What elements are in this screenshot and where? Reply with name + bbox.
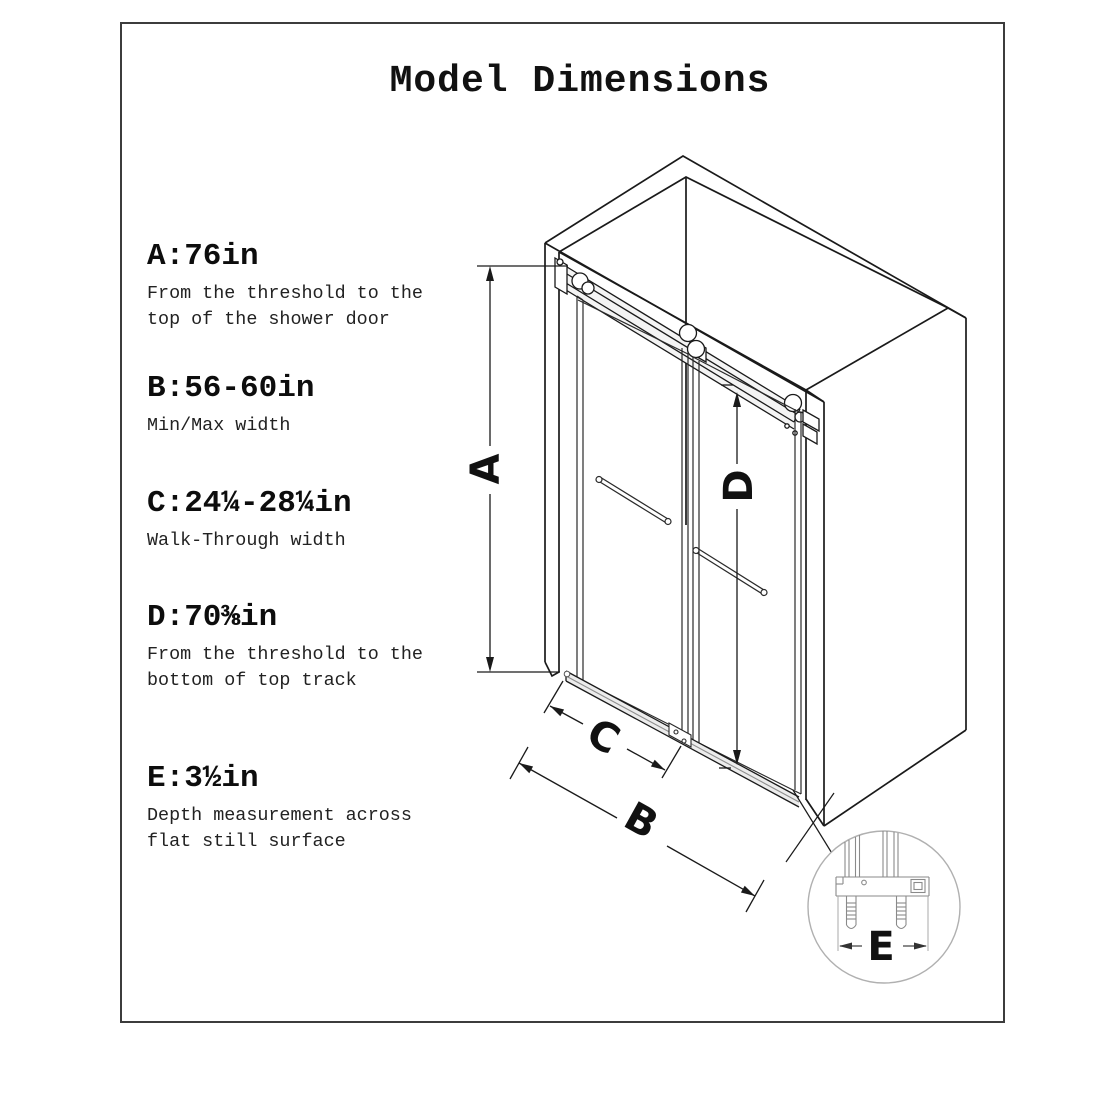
spec-d-desc-line1: From the threshold to the <box>147 644 423 665</box>
dimension-a-letter: A <box>463 453 509 485</box>
spec-a-desc-line2: top of the shower door <box>147 309 390 330</box>
threshold-detail-circle <box>808 831 960 983</box>
dimension-c-letter: C <box>579 709 627 765</box>
spec-e-label: E:3½in <box>147 761 259 796</box>
page-title: Model Dimensions <box>389 60 771 103</box>
spec-d-label: D:70⅜in <box>147 600 278 635</box>
dimension-b-letter: B <box>616 793 666 849</box>
dimension-d-letter: D <box>716 469 762 503</box>
dimension-e-letter: E <box>867 924 895 970</box>
spec-a-desc-line1: From the threshold to the <box>147 283 423 304</box>
spec-a-label: A:76in <box>147 239 259 274</box>
spec-d-desc-line2: bottom of top track <box>147 670 357 691</box>
spec-e-desc-line1: Depth measurement across <box>147 805 412 826</box>
top-track <box>555 258 819 444</box>
spec-b-label: B:56-60in <box>147 371 315 406</box>
spec-b-desc-line1: Min/Max width <box>147 415 291 436</box>
spec-c-label: C:24¼-28¼in <box>147 486 352 521</box>
spec-e-desc-line2: flat still surface <box>147 831 346 852</box>
spec-c-desc-line1: Walk-Through width <box>147 530 346 551</box>
